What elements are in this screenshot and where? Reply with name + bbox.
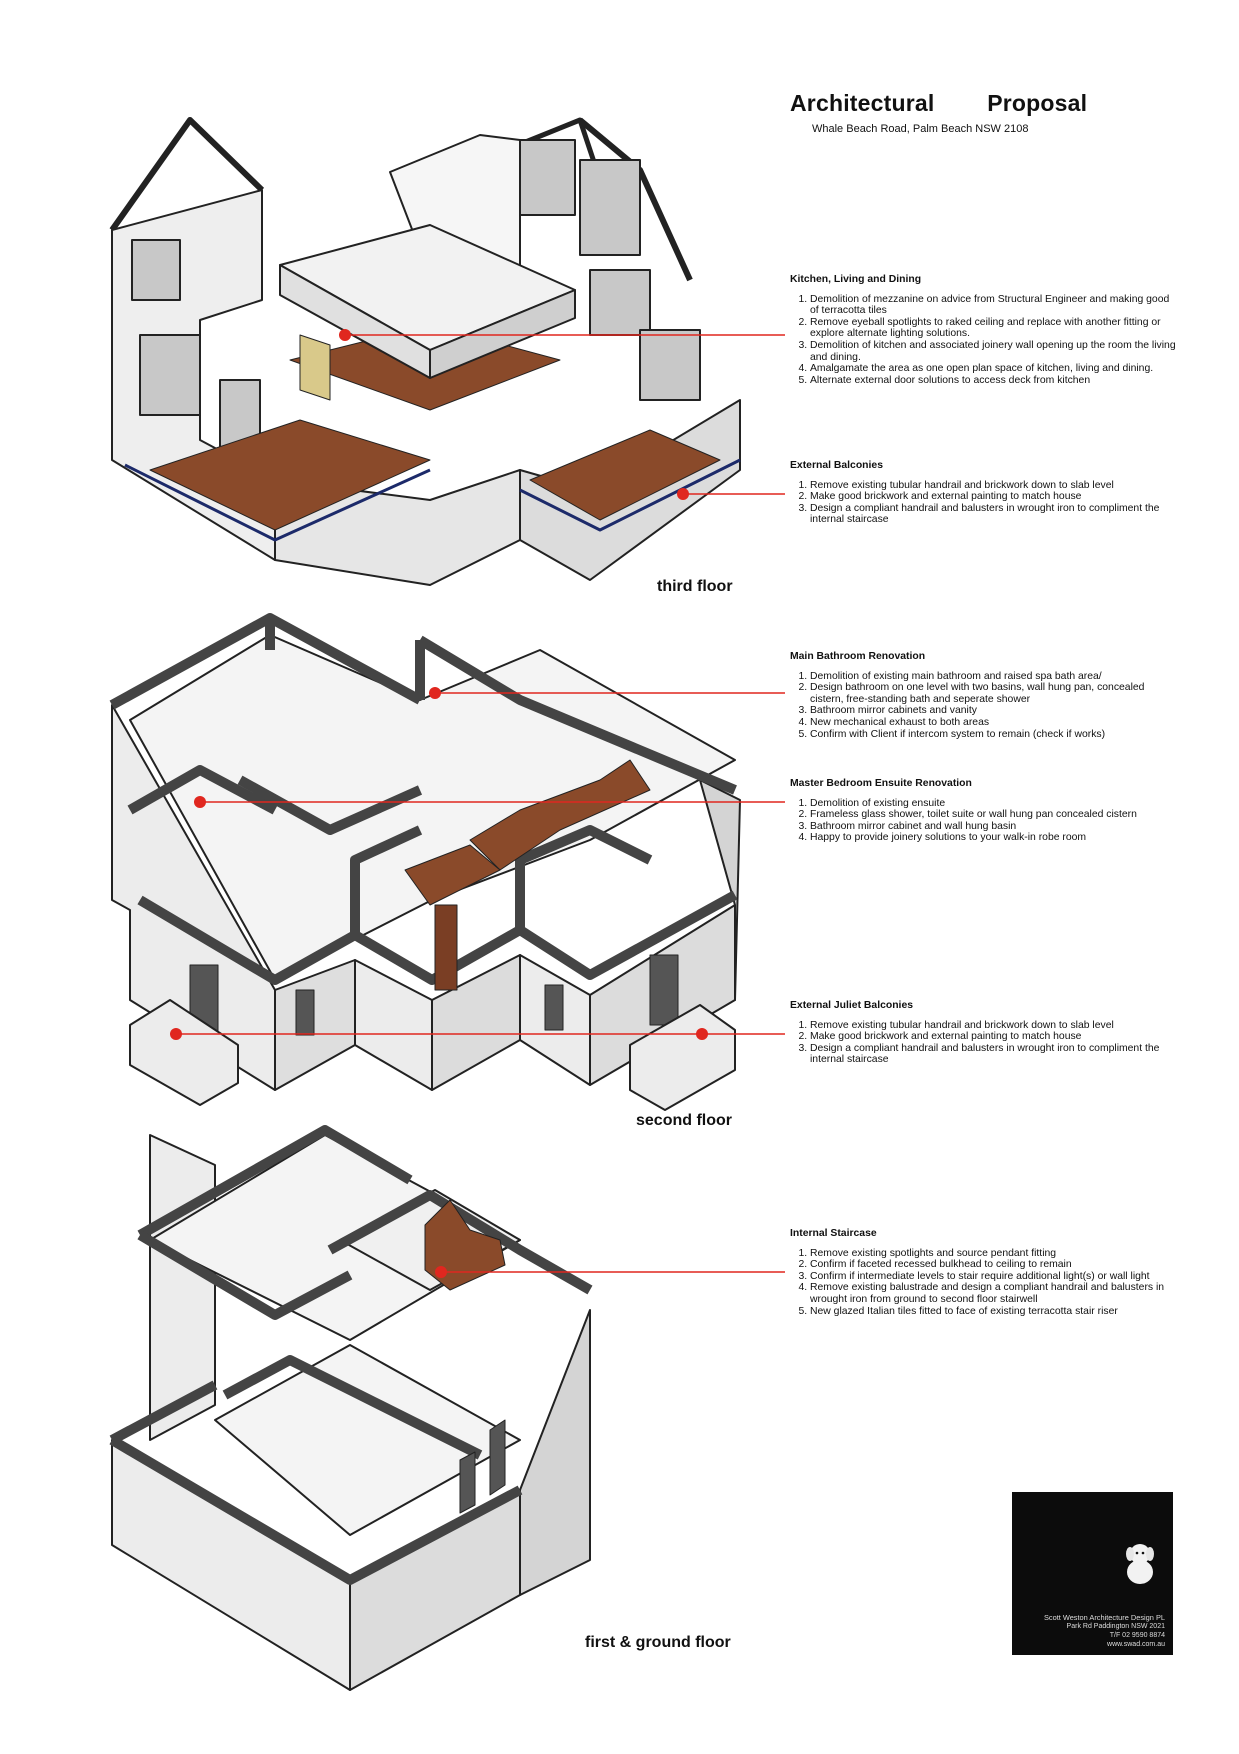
company-logo — [1012, 1492, 1173, 1655]
floor-label-first-ground: first & ground floor — [585, 1634, 731, 1651]
list-item: 1. Demolition of mezzanine on advice from Structural Engineer and making good of terracotta tiles — [810, 294, 1180, 317]
callout-dot-juliet-right — [696, 1028, 708, 1040]
list-item: 4. Remove existing balustrade and design a compliant handrail and balusters in wrought iron from ground to second floor stairwell — [810, 1282, 1180, 1305]
section-heading: Kitchen, Living and Dining — [790, 274, 922, 285]
callout-dot-main-bathroom — [429, 687, 441, 699]
title-block — [790, 90, 1210, 135]
company-name: Scott Weston Architecture Design PL — [1043, 1613, 1165, 1622]
callout-dot-external-balconies — [677, 488, 689, 500]
list-item: 1. Remove existing tubular handrail and brickwork down to slab level — [810, 480, 1180, 492]
section-heading: Main Bathroom Renovation — [790, 651, 926, 662]
callout-dot-juliet-left — [170, 1028, 182, 1040]
list-item: 1. Demolition of existing main bathroom and raised spa bath area/ — [810, 671, 1180, 683]
floor-label-second: second floor — [636, 1112, 733, 1129]
list-item: 4. Happy to provide joinery solutions to your walk-in robe room — [810, 832, 1180, 844]
section-master-ensuite — [790, 778, 1180, 844]
page-title: Architectural Proposal — [790, 90, 1088, 116]
list-item: 3. Bathroom mirror cabinets and vanity — [810, 705, 1180, 717]
section-juliet-balconies — [790, 1000, 1180, 1066]
list-item: 2. Frameless glass shower, toilet suite or wall hung pan concealed cistern — [810, 809, 1180, 821]
company-web: www.swad.com.au — [1107, 1641, 1165, 1648]
section-external-balconies — [790, 460, 1180, 526]
list-item: 3. Design a compliant handrail and balusters in wrought iron to compliment the internal staircase — [810, 1043, 1180, 1066]
list-item: 2. Remove eyeball spotlights to raked ceiling and replace with another fitting or explore alternate lighting solutions. — [810, 317, 1180, 340]
callout-dot-staircase — [435, 1266, 447, 1278]
list-item: 2. Make good brickwork and external painting to match house — [810, 1031, 1180, 1043]
section-main-bathroom — [790, 651, 1180, 740]
floor-label-third: third floor — [657, 578, 733, 595]
list-item: 2. Design bathroom on one level with two basins, wall hung pan, concealed cistern, free-standing bath and seperate shower — [810, 682, 1180, 705]
section-kitchen-living-dining — [790, 274, 1180, 386]
project-address: Whale Beach Road, Palm Beach NSW 2108 — [812, 123, 1029, 135]
company-address: Park Rd Paddington NSW 2021 — [1066, 1623, 1165, 1630]
callout-dot-kitchen — [339, 329, 351, 341]
third-floor-model — [112, 120, 740, 585]
list-item: 5. Alternate external door solutions to access deck from kitchen — [810, 375, 1180, 387]
list-item: 4. New mechanical exhaust to both areas — [810, 717, 1180, 729]
list-item: 3. Demolition of kitchen and associated joinery wall opening up the room the living and dining. — [810, 340, 1180, 363]
company-phone: T/F 02 9590 8874 — [1109, 1632, 1165, 1639]
list-item: 3. Bathroom mirror cabinet and wall hung basin — [810, 821, 1180, 833]
first-ground-floor-model — [112, 1130, 590, 1690]
list-item: 5. New glazed Italian tiles fitted to face of existing terracotta stair riser — [810, 1306, 1180, 1318]
section-heading: Internal Staircase — [790, 1228, 877, 1239]
list-item: 3. Design a compliant handrail and balusters in wrought iron to compliment the internal staircase — [810, 503, 1180, 526]
callout-dot-ensuite — [194, 796, 206, 808]
section-internal-staircase — [790, 1228, 1180, 1317]
list-item: 5. Confirm with Client if intercom system to remain (check if works) — [810, 729, 1180, 741]
list-item: 2. Make good brickwork and external painting to match house — [810, 491, 1180, 503]
list-item: 1. Demolition of existing ensuite — [810, 798, 1180, 810]
list-item: 1. Remove existing tubular handrail and brickwork down to slab level — [810, 1020, 1180, 1032]
list-item: 1. Remove existing spotlights and source pendant fitting — [810, 1248, 1180, 1260]
second-floor-model — [112, 618, 740, 1110]
section-heading: External Juliet Balconies — [790, 1000, 914, 1011]
list-item: 4. Amalgamate the area as one open plan space of kitchen, living and dining. — [810, 363, 1180, 375]
list-item: 2. Confirm if faceted recessed bulkhead to ceiling to remain — [810, 1259, 1180, 1271]
section-heading: External Balconies — [790, 460, 883, 471]
list-item: 3. Confirm if intermediate levels to stair require additional light(s) or wall light — [810, 1271, 1180, 1283]
dog-icon — [1012, 1492, 1173, 1592]
section-heading: Master Bedroom Ensuite Renovation — [790, 778, 972, 789]
